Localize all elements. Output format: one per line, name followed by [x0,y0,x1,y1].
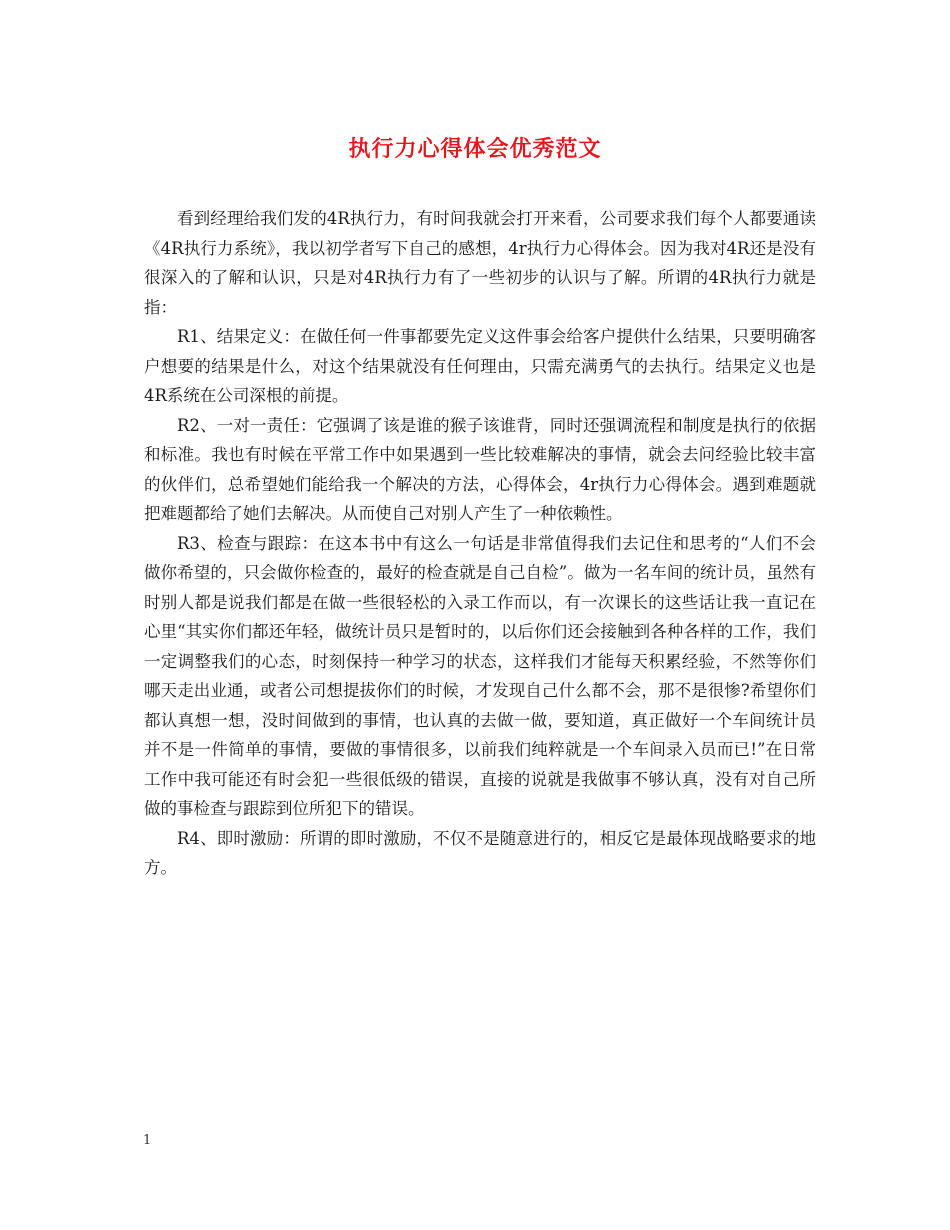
paragraph-r4: R4、即时激励：所谓的即时激励，不仅不是随意进行的，相反它是最体现战略要求的地方。 [144,828,816,877]
document-title: 执行力心得体会优秀范文 [348,136,602,162]
paragraph-r1: R1、结果定义：在做任何一件事都要先定义这件事会给客户提供什么结果，只要明确客户想要的结果是什么，对这个结果就没有任何理由，只需充满勇气的去执行。结果定义也是4R系统在公司深根的前提。 [144,327,816,405]
paragraph-r3: R3、检查与跟踪：在这本书中有这么一句话是非常值得我们去记住和思考的“人们不会做你希望的，只会做你检查的，最好的检查就是自己自检”。做为一名车间的统计员，虽然有时别人都是说我们都是在做一些很轻松的入录工作而以，有一次课长的这些话让我一直记在心里“其实你们都还年轻，做统计员只是暂时的，以后你们还会接触到各种各样的工作，我们一定调整我们的心态，时刻保持一种学习的状态，这样我们才能每天积累经验，不然等你们哪天走出业通，或者公司想提拔你们的时候，才发现自己什么都不会，那不是很惨?希望你们都认真想一想，没时间做到的事情，也认真的去做一做，要知道，真正做好一个车间统计员并不是一件简单的事情，要做的事情很多，以前我们纯粹就是一个车间录入员而已!”在日常工作中我可能还有时会犯一些很低级的错误，直接的说就是我做事不够认真，没有对自己所做的事检查与跟踪到位所犯下的错误。 [144,533,816,818]
page-number: 1 [143,1133,152,1148]
document-body [144,204,816,883]
paragraph-intro: 看到经理给我们发的4R执行力，有时间我就会打开来看，公司要求我们每个人都要通读《4R执行力系统》，我以初学者写下自己的感想，4r执行力心得体会。因为我对4R还是没有很深入的了解和认识，只是对4R执行力有了一些初步的认识与了解。所谓的4R执行力就是指： [144,209,816,317]
paragraph-r2: R2、一对一责任：它强调了该是谁的猴子该谁背，同时还强调流程和制度是执行的依据和标准。我也有时候在平常工作中如果遇到一些比较难解决的事情，就会去问经验比较丰富的伙伴们，总希望她们能给我一个解决的方法，心得体会，4r执行力心得体会。遇到难题就把难题都给了她们去解决。从而使自己对别人产生了一种依赖性。 [144,415,816,523]
